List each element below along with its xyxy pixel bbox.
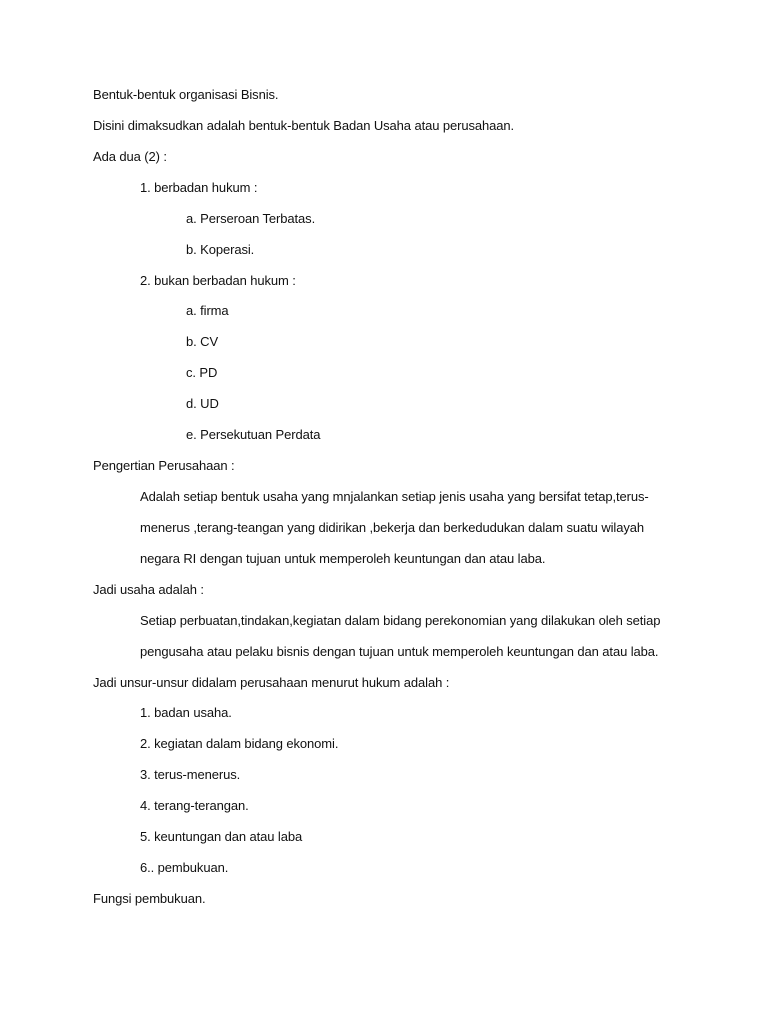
group2-item: a. firma (186, 303, 229, 318)
usaha-line: pengusaha atau pelaku bisnis dengan tujuan untuk memperoleh keuntungan dan atau laba. (140, 644, 659, 659)
group1-item: a. Perseroan Terbatas. (186, 211, 316, 226)
definition-line: menerus ,terang-teangan yang didirikan ,bekerja dan berkedudukan dalam suatu wilayah (140, 520, 644, 535)
elements-item: 4. terang-terangan. (140, 798, 249, 813)
elements-item: 6.. pembukuan. (140, 860, 229, 875)
count-heading: Ada dua (2) : (93, 149, 167, 164)
definition-line: Adalah setiap bentuk usaha yang mnjalankan setiap jenis usaha yang bersifat tetap,terus- (140, 489, 649, 504)
document-title: Bentuk-bentuk organisasi Bisnis. (93, 87, 279, 102)
group1-item: b. Koperasi. (186, 242, 255, 257)
elements-item: 1. badan usaha. (140, 705, 232, 720)
group2-heading: 2. bukan berbadan hukum : (140, 273, 296, 288)
elements-item: 2. kegiatan dalam bidang ekonomi. (140, 736, 339, 751)
group1-heading: 1. berbadan hukum : (140, 180, 258, 195)
elements-heading: Jadi unsur-unsur didalam perusahaan menurut hukum adalah : (93, 675, 450, 690)
definition-line: negara RI dengan tujuan untuk memperoleh keuntungan dan atau laba. (140, 551, 546, 566)
usaha-heading: Jadi usaha adalah : (93, 582, 204, 597)
group2-item: e. Persekutuan Perdata (186, 427, 321, 442)
group2-item: d. UD (186, 396, 219, 411)
elements-item: 5. keuntungan dan atau laba (140, 829, 303, 844)
usaha-line: Setiap perbuatan,tindakan,kegiatan dalam bidang perekonomian yang dilakukan oleh setiap (140, 613, 661, 628)
elements-item: 3. terus-menerus. (140, 767, 241, 782)
intro-paragraph: Disini dimaksudkan adalah bentuk-bentuk Badan Usaha atau perusahaan. (93, 118, 515, 133)
group2-item: c. PD (186, 365, 218, 380)
group2-item: b. CV (186, 334, 219, 349)
closing-heading: Fungsi pembukuan. (93, 891, 206, 906)
definition-heading: Pengertian Perusahaan : (93, 458, 235, 473)
